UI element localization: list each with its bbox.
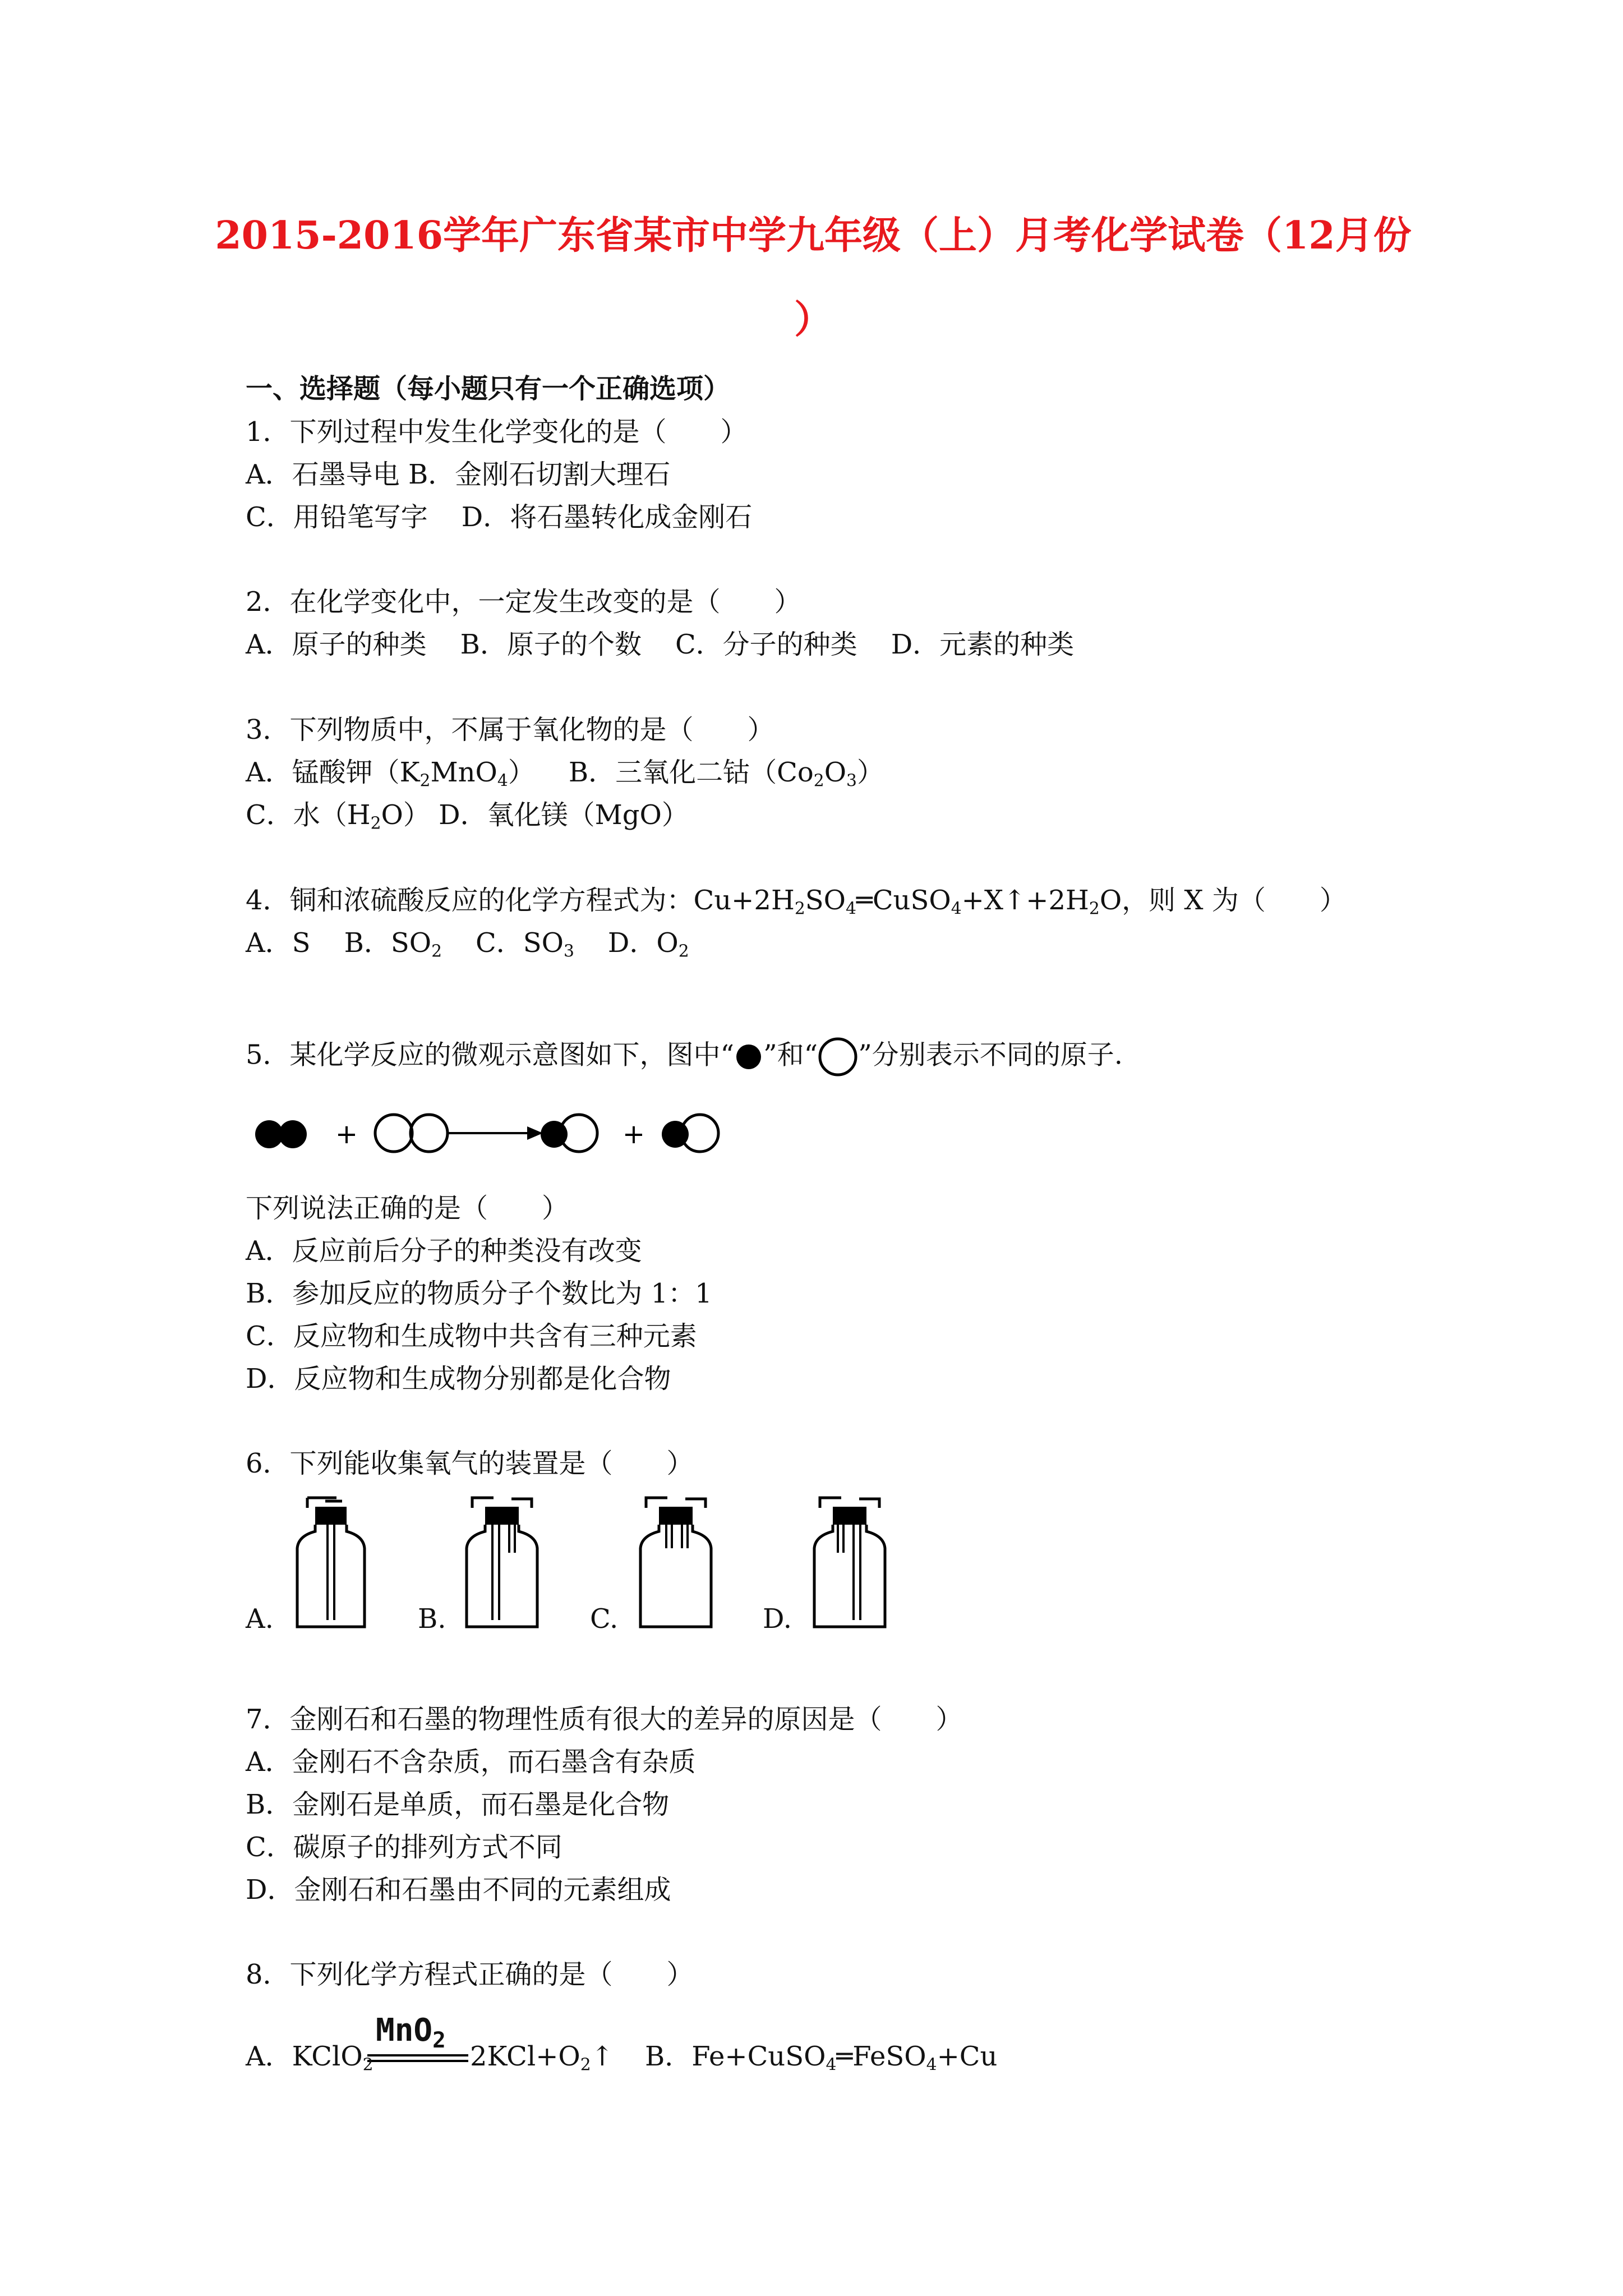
q1-option-a: A．石墨导电: [246, 459, 400, 490]
q7-option-d: D．金刚石和石墨由不同的元素组成: [246, 1874, 671, 1906]
q7-option-c: C．碳原子的排列方式不同: [246, 1832, 562, 1863]
bottle-a: [292, 1492, 370, 1632]
q5-option-b: B．参加反应的物质分子个数比为 1：1: [246, 1278, 712, 1309]
q2-options: [246, 629, 1074, 661]
q4-option-d: D．$O_2$: [607, 927, 689, 961]
plus-sign-2: +: [622, 1119, 645, 1150]
section-heading: 一、选择题（每小题只有一个正确选项）: [246, 373, 731, 404]
bottle-d: [808, 1492, 892, 1632]
q5-option-d: D．反应物和生成物分别都是化合物: [246, 1363, 671, 1395]
exam-title-line1: 2015-2016学年广东省某市中学九年级（上）月考化学试卷（12月份: [215, 213, 1412, 258]
q2-stem: 2．在化学变化中，一定发生改变的是（ ）: [246, 586, 801, 618]
q4-option-a: A．S: [246, 927, 311, 959]
q4-options: [246, 927, 689, 960]
q4-option-b: B．$SO_2$: [344, 927, 442, 961]
q8-option-a: A．KClO$_2$: [246, 2041, 374, 2075]
q4-stem: 4．铜和浓硫酸反应的化学方程式为：$Cu+2H_2SO_4═CuSO_4+X↑+2H_2O$，则 X 为（ ）: [246, 885, 1347, 919]
q5-option-c: C．反应物和生成物中共含有三种元素: [246, 1320, 697, 1352]
q1-option-b: B．金刚石切割大理石: [408, 459, 671, 490]
q1-options-cd: [246, 501, 752, 534]
q5-ask: 下列说法正确的是（ ）: [246, 1193, 569, 1224]
filled-atom-icon: [734, 1042, 763, 1071]
reaction-arrow-head: [527, 1126, 543, 1140]
q7-option-a: A．金刚石不含杂质，而石墨含有杂质: [246, 1746, 696, 1778]
q7-stem: 7．金刚石和石墨的物理性质有很大的差异的原因是（ ）: [246, 1704, 963, 1735]
reactant1-atom-2: [279, 1120, 307, 1148]
q8-option-a-left: [246, 2041, 374, 2073]
reaction-diagram: [247, 1105, 740, 1161]
q3-option-d: D．氧化镁（MgO）: [439, 799, 689, 831]
q7-option-b: B．金刚石是单质，而石墨是化合物: [246, 1789, 670, 1820]
q3-option-c: C．水$(H_2O)$: [246, 799, 430, 834]
q6-option-b: B.: [418, 1603, 446, 1635]
q4-option-c: C．$SO_3$: [476, 927, 574, 961]
q1-stem: 1．下列过程中发生化学变化的是（ ）: [246, 416, 748, 448]
q1-options-ab: [246, 459, 670, 491]
reactant2-atom-2: [411, 1115, 448, 1152]
q3-options-cd: [246, 799, 689, 832]
q3-option-a: A．锰酸钾$(K_2MnO_4)$: [246, 757, 535, 791]
q8-option-a-right: $2KCl+O_2↑$: [470, 2041, 614, 2075]
q2-option-a: A．原子的种类: [246, 629, 427, 660]
q8-stem: 8．下列化学方程式正确的是（ ）: [246, 1959, 694, 1990]
q6-option-c: C.: [590, 1603, 619, 1635]
q2-option-c: C．分子的种类: [675, 629, 857, 660]
q8-catalyst-label: MnO$_2$: [376, 2012, 446, 2053]
q6-option-d: D.: [763, 1603, 792, 1635]
q5-option-a: A．反应前后分子的种类没有改变: [246, 1235, 642, 1267]
exam-title-line2: ）: [794, 297, 832, 342]
plus-sign-1: +: [335, 1119, 358, 1150]
q1-option-d: D．将石墨转化成金刚石: [461, 501, 753, 533]
reactant2-atom-1: [375, 1115, 412, 1152]
q2-option-b: B．原子的个数: [460, 629, 642, 660]
q6-stem: 6．下列能收集氧气的装置是（ ）: [246, 1448, 694, 1479]
q8-double-bar: [367, 2053, 468, 2064]
q1-option-c: C．用铅笔写字: [246, 501, 428, 533]
q2-option-d: D．元素的种类: [891, 629, 1075, 660]
q3-stem: 3．下列物质中，不属于氧化物的是（ ）: [246, 714, 774, 746]
bottle-b: [460, 1492, 544, 1632]
q6-option-a: A.: [246, 1603, 274, 1635]
q3-option-b: B．三氧化二钴$(Co_2O_3)$: [568, 757, 884, 791]
hollow-atom-icon: [818, 1037, 858, 1077]
bottle-c: [634, 1492, 718, 1632]
q5-stem: 5．某化学反应的微观示意图如下，图中“ ”和“ ”分别表示不同的原子.: [246, 1037, 1123, 1077]
q8-option-b: B．Fe+CuSO$_4$═FeSO$_4$+Cu: [645, 2041, 998, 2075]
q3-options-ab: [246, 757, 884, 789]
